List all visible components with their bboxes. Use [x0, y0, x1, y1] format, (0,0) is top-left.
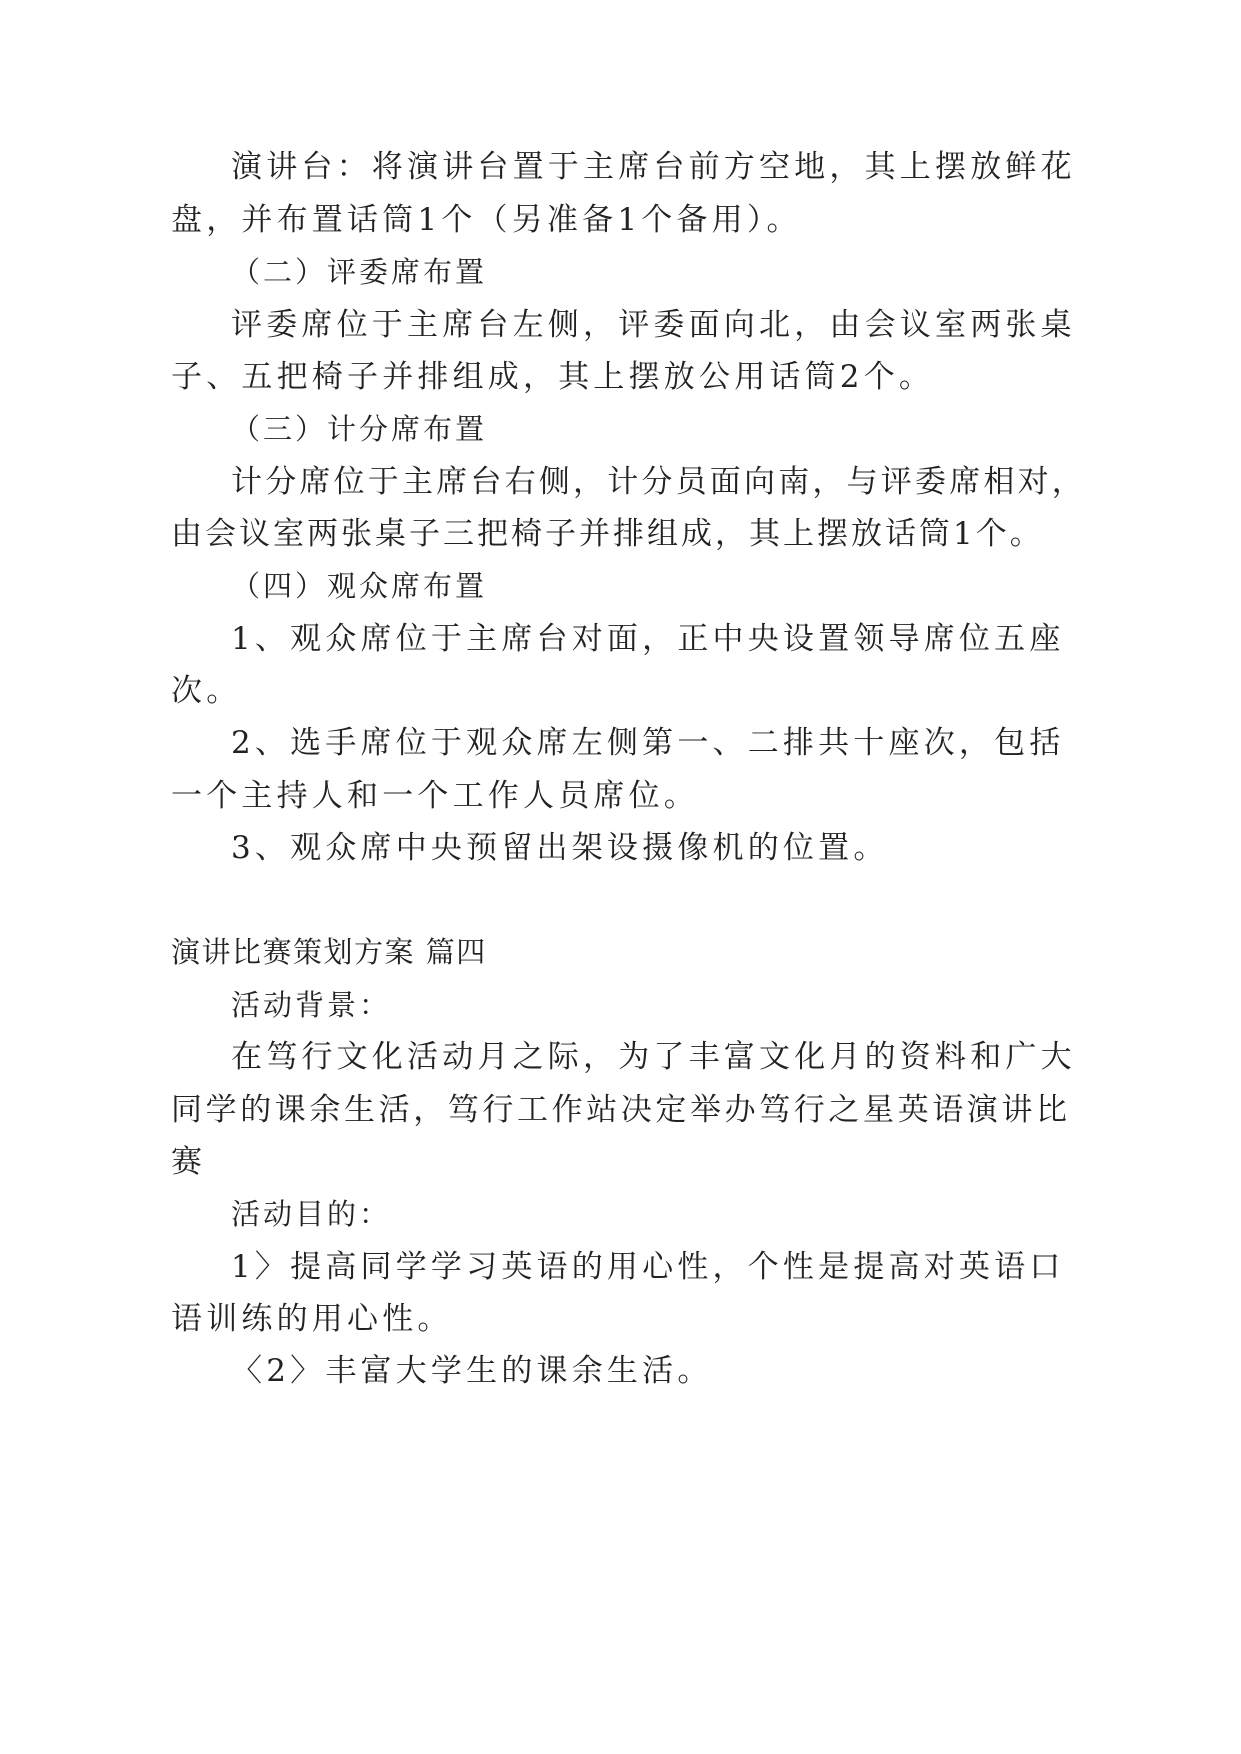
purpose-heading: 活动目的：: [231, 1197, 392, 1231]
podium-paragraph-line-1: 演讲台：将演讲台置于主席台前方空地，其上摆放鲜花: [231, 149, 1076, 185]
audience-item-3: 3、观众席中央预留出架设摄像机的位置。: [231, 830, 889, 866]
audience-item-1-line-1: 1、观众席位于主席台对面，正中央设置领导席位五座: [231, 621, 1065, 657]
scoring-paragraph-line-2: 由会议室两张桌子三把椅子并排组成，其上摆放话筒1个。: [171, 516, 1044, 552]
purpose-item-2: 〈2〉丰富大学生的课余生活。: [231, 1353, 713, 1389]
audience-section-heading: （四）观众席布置: [231, 569, 488, 603]
background-heading: 活动背景：: [231, 988, 392, 1022]
audience-item-1-line-2: 次。: [171, 673, 242, 709]
audience-item-2-line-1: 2、选手席位于观众席左侧第一、二排共十座次，包括: [231, 725, 1065, 761]
background-paragraph-line-1: 在笃行文化活动月之际，为了丰富文化月的资料和广大: [231, 1039, 1076, 1075]
purpose-item-1-line-1: 1〉提高同学学习英语的用心性，个性是提高对英语口: [231, 1249, 1065, 1285]
purpose-item-1-line-2: 语训练的用心性。: [171, 1301, 453, 1337]
scoring-paragraph-line-1: 计分席位于主席台右侧，计分员面向南，与评委席相对，: [231, 464, 1086, 500]
background-paragraph-line-2: 同学的课余生活，笃行工作站决定举办笃行之星英语演讲比: [171, 1092, 1071, 1128]
scoring-section-heading: （三）计分席布置: [231, 412, 488, 446]
judges-paragraph-line-2: 子、五把椅子并排组成，其上摆放公用话筒2个。: [171, 359, 935, 395]
judges-section-heading: （二）评委席布置: [231, 255, 488, 289]
background-paragraph-line-3: 赛: [171, 1144, 207, 1180]
judges-paragraph-line-1: 评委席位于主席台左侧，评委面向北，由会议室两张桌: [231, 307, 1076, 343]
podium-paragraph-line-2: 盘，并布置话筒1个（另准备1个备用）。: [171, 202, 802, 238]
section-title: 演讲比赛策划方案 篇四: [171, 935, 487, 969]
audience-item-2-line-2: 一个主持人和一个工作人员席位。: [171, 778, 699, 814]
